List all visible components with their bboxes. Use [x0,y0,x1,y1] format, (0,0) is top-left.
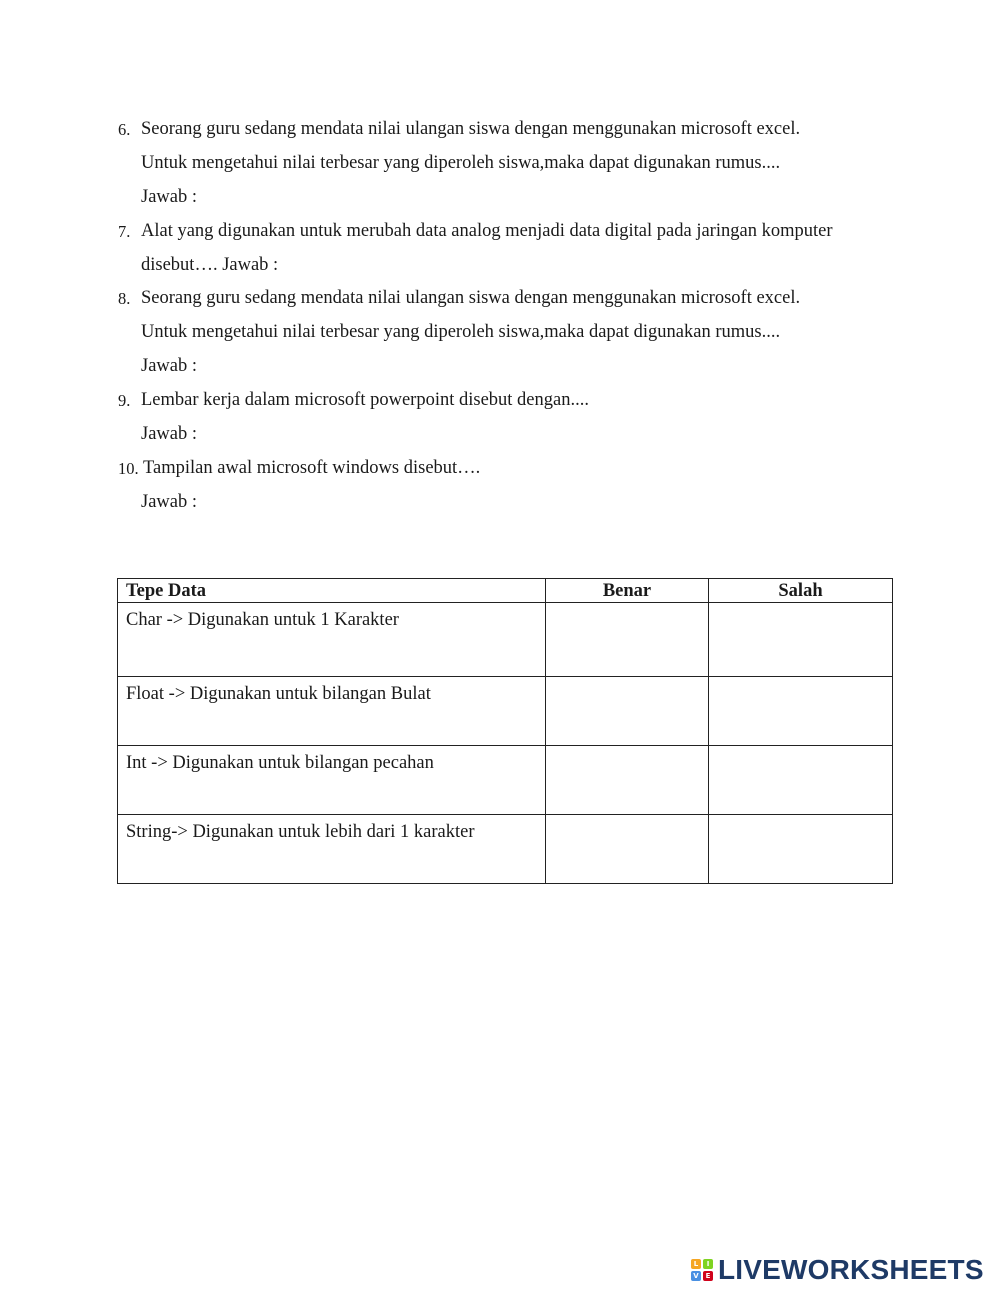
true-answer-cell[interactable] [546,815,709,884]
question-number: 10. [118,459,139,478]
false-answer-cell[interactable] [709,677,893,746]
logo-tile: V [691,1271,701,1281]
question-text: Alat yang digunakan untuk merubah data analog menjadi data digital pada jaringan komputer [141,221,833,241]
table-header-row [118,579,893,603]
table-row [118,677,893,746]
logo-tile: I [703,1259,713,1269]
question-number: 7. [118,222,131,241]
question-text: Seorang guru sedang mendata nilai ulangan siswa dengan menggunakan microsoft excel. [141,119,801,139]
question-text: Seorang guru sedang mendata nilai ulangan siswa dengan menggunakan microsoft excel. [141,288,801,308]
false-answer-cell[interactable] [709,603,893,677]
logo-text: LIVEWORKSHEETS [718,1254,984,1285]
true-answer-cell[interactable] [546,746,709,815]
statement-cell: String-> Digunakan untuk lebih dari 1 karakter [118,815,546,884]
logo-icon [691,1259,713,1281]
false-answer-cell[interactable] [709,746,893,815]
statement-cell: Float -> Digunakan untuk bilangan Bulat [118,677,546,746]
true-answer-cell[interactable] [546,677,709,746]
statement-cell: Char -> Digunakan untuk 1 Karakter [118,603,546,677]
table-row [118,746,893,815]
table-row [118,815,893,884]
question-number: 9. [118,391,131,410]
data-type-table [117,578,893,884]
column-header-data-type: Tepe Data [118,579,546,603]
question-text: disebut…. Jawab : [141,255,279,275]
false-answer-cell[interactable] [709,815,893,884]
column-header-true: Benar [546,579,709,603]
question-text: Lembar kerja dalam microsoft powerpoint disebut dengan.... [141,390,589,410]
answer-label: Jawab : [141,424,197,444]
liveworksheets-logo [691,1254,984,1285]
logo-tile: L [691,1259,701,1269]
question-text: Untuk mengetahui nilai terbesar yang diperoleh siswa,maka dapat digunakan rumus.... [141,322,781,342]
question-text: Untuk mengetahui nilai terbesar yang diperoleh siswa,maka dapat digunakan rumus.... [141,153,781,173]
question-number: 6. [118,120,131,139]
logo-tile: E [703,1271,713,1281]
true-answer-cell[interactable] [546,603,709,677]
answer-label: Jawab : [141,187,197,207]
statement-cell: Int -> Digunakan untuk bilangan pecahan [118,746,546,815]
question-number: 8. [118,289,131,308]
answer-label: Jawab : [141,492,197,512]
question-text: Tampilan awal microsoft windows disebut…. [143,458,481,478]
column-header-false: Salah [709,579,893,603]
table-row [118,603,893,677]
answer-label: Jawab : [141,356,197,376]
